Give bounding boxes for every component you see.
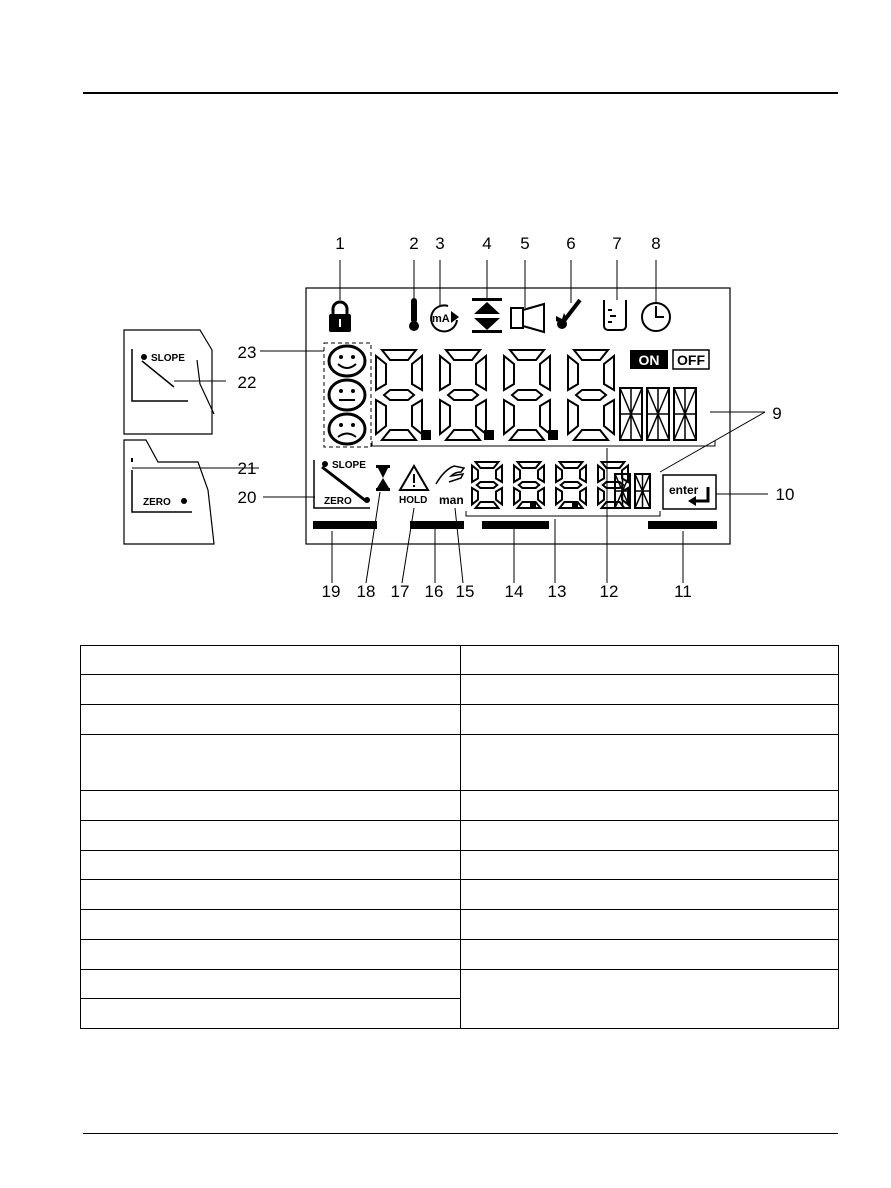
- table-cell: [81, 705, 461, 735]
- lcd-slope-label: SLOPE: [332, 460, 366, 471]
- secondary-digit: [472, 462, 502, 508]
- callout-number: 19: [321, 582, 341, 601]
- table-row: [81, 646, 839, 675]
- slope-zero-indicator: [314, 460, 370, 508]
- inset-slope-label: SLOPE: [151, 353, 185, 364]
- main-digit: [568, 350, 614, 440]
- softkey-bar-left: [313, 521, 377, 529]
- table-cell: [81, 735, 461, 791]
- softkey-bar-2: [410, 521, 464, 529]
- callout-number: 11: [674, 582, 692, 601]
- secondary-display-bracket: [466, 511, 660, 516]
- table-cell: [461, 970, 839, 1029]
- callout-number: 1: [335, 234, 345, 253]
- enter-label: enter: [669, 483, 699, 497]
- softkey-bar-3: [482, 521, 549, 529]
- slope-calibration-inset: [124, 330, 214, 434]
- sensor-service-icon: [556, 300, 580, 329]
- table-cell: [81, 821, 461, 851]
- table-cell: [461, 675, 839, 705]
- table-row: [81, 735, 839, 791]
- table-cell: [81, 851, 461, 880]
- lock-icon: [329, 302, 351, 332]
- table-cell: [81, 675, 461, 705]
- callout-number: 6: [566, 234, 576, 253]
- sub-decimal-point: [572, 502, 578, 508]
- hold-label: HOLD: [399, 495, 428, 506]
- table-row: [81, 880, 839, 910]
- callout-number: 7: [612, 234, 622, 253]
- table-cell: [81, 970, 461, 999]
- up-down-icon: [472, 298, 502, 333]
- secondary-digit: [598, 462, 628, 508]
- callout-number: 2: [409, 234, 419, 253]
- callout-number: 22: [237, 373, 257, 392]
- smiley-neutral-icon: [329, 380, 365, 410]
- table-cell: [81, 940, 461, 970]
- callout-number: 10: [775, 485, 795, 504]
- calibration-beaker-icon: [604, 300, 626, 330]
- hold-warning-icon: [400, 466, 428, 490]
- off-label: OFF: [677, 352, 705, 368]
- callout-number: 23: [237, 343, 257, 362]
- sub-decimal-point: [530, 502, 536, 508]
- callout-number: 21: [237, 459, 257, 478]
- current-output-icon: [431, 305, 459, 331]
- smiley-sad-icon: [329, 414, 365, 444]
- main-decimal-point: [548, 430, 558, 440]
- table-cell: [461, 791, 839, 821]
- smiley-happy-icon: [329, 346, 365, 376]
- alpha-char-small: [635, 474, 650, 508]
- man-label: man: [439, 493, 464, 507]
- callout-number: 5: [520, 234, 530, 253]
- table-row: [81, 821, 839, 851]
- main-digit: [504, 350, 550, 440]
- table-row: [81, 675, 839, 705]
- svg-text:mA: mA: [432, 313, 450, 325]
- main-digit: [376, 350, 422, 440]
- footer-rule: [83, 1133, 838, 1134]
- callout-numbers: [238, 234, 795, 601]
- callout-number: 15: [455, 582, 475, 601]
- alpha-char-large: [674, 388, 696, 440]
- table-cell: [81, 880, 461, 910]
- legend-table: [80, 645, 839, 1029]
- table-cell: [461, 735, 839, 791]
- callout-number: 13: [547, 582, 567, 601]
- table-row: [81, 791, 839, 821]
- main-decimal-point: [484, 430, 494, 440]
- table-cell: [461, 646, 839, 675]
- table-cell: [81, 910, 461, 940]
- unit-alphanumeric-large: [620, 388, 696, 440]
- manual-hand-icon: [436, 466, 464, 484]
- table-row: [81, 970, 839, 999]
- callout-number: 17: [390, 582, 410, 601]
- zero-calibration-inset: [124, 440, 214, 544]
- enter-key-indicator: [663, 475, 716, 509]
- callout-number: 18: [356, 582, 376, 601]
- table-cell: [461, 910, 839, 940]
- lcd-zero-label: ZERO: [324, 496, 352, 507]
- callout-number: 12: [599, 582, 619, 601]
- table-cell: [81, 999, 461, 1029]
- inset-zero-label: ZERO: [143, 497, 171, 508]
- callout-number: 8: [651, 234, 661, 253]
- table-cell: [461, 705, 839, 735]
- alpha-char-large: [647, 388, 669, 440]
- hourglass-icon: [376, 465, 390, 491]
- secondary-digit: [514, 462, 544, 508]
- main-digit: [440, 350, 486, 440]
- softkey-bar-right: [648, 521, 717, 529]
- table-row: [81, 851, 839, 880]
- table-row: [81, 910, 839, 940]
- secondary-digit: [556, 462, 586, 508]
- callout-number: 9: [772, 404, 782, 423]
- callout-number: 4: [482, 234, 492, 253]
- callout-number: 3: [435, 234, 445, 253]
- table-cell: [461, 940, 839, 970]
- table-cell: [461, 880, 839, 910]
- alarm-horn-icon: [511, 304, 544, 332]
- main-display-digits: [376, 350, 614, 440]
- main-decimal-point: [421, 430, 431, 440]
- on-label: ON: [638, 352, 660, 368]
- table-cell: [81, 646, 461, 675]
- table-row: [81, 940, 839, 970]
- thermometer-icon: [409, 298, 419, 331]
- table-cell: [461, 821, 839, 851]
- callout-number: 14: [504, 582, 524, 601]
- main-display-bracket: [372, 441, 715, 446]
- callout-number: 20: [237, 488, 257, 507]
- table-cell: [461, 851, 839, 880]
- table-row: [81, 705, 839, 735]
- callout-number: 16: [424, 582, 444, 601]
- alpha-char-large: [620, 388, 642, 440]
- clock-icon: [642, 303, 670, 331]
- secondary-display-digits: [472, 462, 628, 508]
- table-cell: [81, 791, 461, 821]
